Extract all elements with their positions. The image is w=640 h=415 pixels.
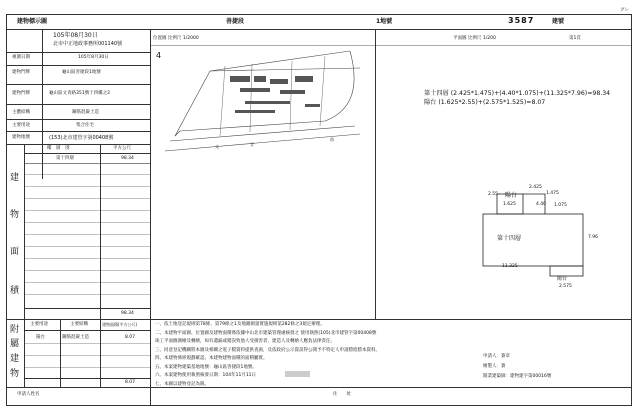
row-value-address: 龜山區文青路351號十四樓之2 (49, 91, 110, 96)
site-plan-drawing (150, 46, 375, 319)
area-total-value: 98.34 (121, 311, 134, 316)
area-section-char-2: 物 (10, 210, 20, 220)
note-1: 一、依土地登記規則第78條、第79條之1及地籍測量實施規則第282條之3規定辦理。 (155, 322, 325, 327)
annex-section-char-4: 物 (10, 369, 20, 379)
floor-dim-1075: 1.075 (554, 203, 567, 208)
row-value-structure: 鋼筋混凝土造 (72, 110, 99, 115)
section-name: 善捷段 (226, 18, 245, 25)
note-7: 六、本案建物使用執照核發日期：104年11月11日 (155, 373, 257, 378)
floor-dim-11325: 11.325 (502, 264, 518, 269)
area-col-sqm: 平方公尺 (113, 146, 131, 151)
floor-calc-area: 第十四層 (2.425*1.475)+(4.40*1.075)+(11.325*7.96)=98.34 (424, 90, 611, 97)
svg-text:路: 路 (330, 137, 334, 142)
svg-text:文: 文 (215, 144, 219, 149)
note-8: 七、本圖以建物登記為限。 (155, 382, 209, 387)
row-label-survey-date: 複測日期 (12, 55, 30, 60)
annex-section-char-2: 屬 (10, 339, 20, 349)
area-floor-value: 98.34 (121, 156, 134, 161)
land-number: 1地號 (376, 18, 393, 25)
annex-col-area: 建物面積(平方公尺) (102, 322, 138, 327)
site-plan-mark: 4 (156, 51, 162, 60)
floor-balcony-label: 陽台 (505, 192, 518, 199)
floor-dim-796: 7.96 (588, 235, 599, 240)
floor-calc-balcony: 陽台 (1.625*2.55)+(2.575*1.525)=8.07 (424, 99, 546, 106)
floor-dim-1475: 1.475 (546, 191, 559, 196)
svg-text:青: 青 (250, 142, 254, 147)
building-number-label: 建號 (552, 18, 565, 25)
footer-applicant: 申請人姓名 (17, 392, 40, 397)
redaction-strip (285, 371, 310, 377)
stamp-line-1: 105年08月30日 (53, 32, 98, 39)
annex-row-use: 陽台 (36, 335, 45, 340)
footer-address: 住 址 (333, 392, 351, 397)
row-value-permit: (153)北市建管字第00408號 (49, 135, 114, 141)
annex-col-struct: 主要結構 (70, 322, 88, 327)
floor-balcony-label-2: 陽台 (557, 276, 568, 282)
sig-drafter: 繪製人：簽 (483, 364, 506, 369)
floor-plan-scale: 平面圖 比例尺 1/200 (453, 36, 496, 41)
annex-row-value: 8.07 (125, 335, 136, 340)
floor-dim-2425: 2.425 (529, 185, 542, 190)
area-floor-label: 第十四層 (56, 156, 74, 161)
row-label-land: 建物門牌 (12, 70, 30, 75)
area-section-char-3: 面 (10, 247, 20, 257)
note-3: 竣工平面圖測繪及轉繪，如有遺漏或錯誤致他人受損害者，建造人及轉繪人應負法律責任。 (155, 339, 335, 344)
floor-dim-2575: 2.575 (559, 284, 572, 289)
stamp-line-2: 北市中正地政事務所001140號 (53, 41, 123, 47)
row-label-address: 建物門牌 (12, 91, 30, 96)
note-2: 二、本建物平面圖、位置圖及建物面積係依據中山北市建築管理處核發之 使用執照(105)北市建管字第00408號 (155, 331, 377, 336)
page-corner-label: グシ (620, 8, 629, 13)
floor-dim-255: 2.55 (488, 192, 499, 197)
row-value-use: 集合住宅 (76, 123, 94, 128)
row-value-survey-date: 105年8月30日 (78, 55, 109, 60)
note-5: 四、本建物係經規劃確認，本建物建物面積的面積屬實。 (155, 356, 268, 361)
site-plan-scale: 位置圖 比例尺 1/2000 (153, 36, 199, 41)
area-col-floor: 樓 層 別 (47, 146, 70, 151)
floor-plan-sheet: 第1頁 (569, 36, 581, 41)
row-value-land: 龜山區善捷段1地號 (62, 70, 101, 75)
annex-col-use: 主要用途 (30, 322, 48, 327)
annex-total-value: 8.07 (125, 380, 136, 385)
sig-architect: 開業建築師：建物建字第00016號 (483, 374, 552, 379)
note-6: 五、本案建物建築基地地號：龜山區善捷段1地號。 (155, 365, 257, 370)
sig-applicant: 申請人：簽章 (483, 354, 510, 359)
note-4: 三、同意登記機關將本圖及相關之電子檔資料提供查詢，及依政府公示資訊得公開予不特定人申請謄給謄本資料。 (155, 348, 380, 353)
area-section-char-4: 積 (10, 286, 20, 296)
row-label-use: 主要用途 (12, 123, 30, 128)
floor-room-label: 第十四層 (497, 235, 522, 242)
floor-dim-440: 4.40 (536, 202, 547, 207)
annex-section-char-3: 建 (10, 354, 20, 364)
row-label-structure: 主體結構 (12, 110, 30, 115)
annex-row-struct: 鋼筋混凝土造 (62, 335, 89, 340)
doc-title: 建物標示圖 (17, 18, 48, 25)
annex-section-char-1: 附 (10, 325, 20, 335)
area-section-char-1: 建 (10, 173, 20, 183)
floor-dim-1625: 1.625 (503, 202, 516, 207)
row-label-permit: 建物地號 (12, 135, 30, 140)
building-number: 3587 (508, 16, 535, 25)
